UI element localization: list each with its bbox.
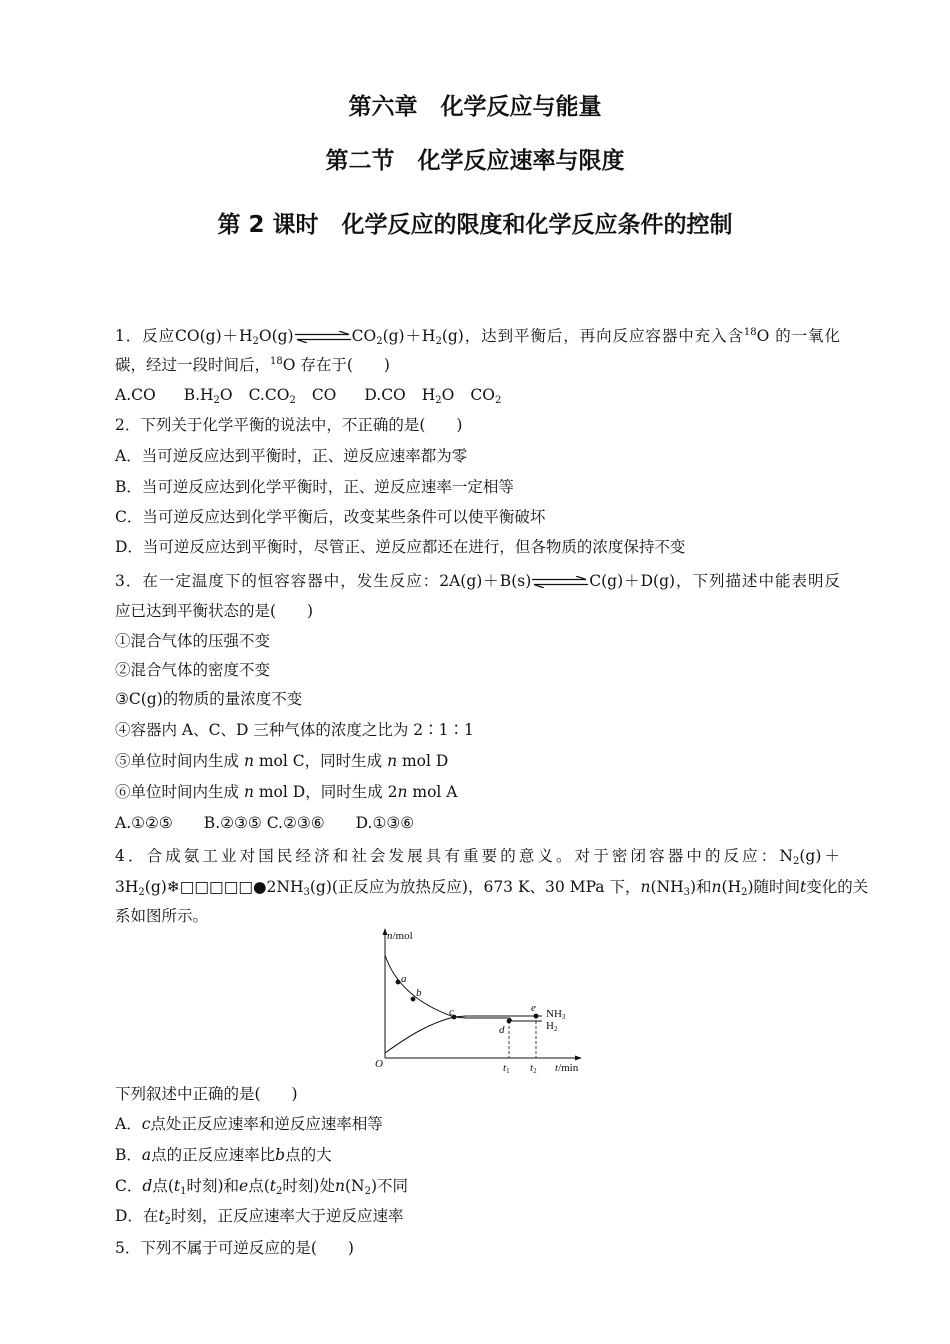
- point-a: [396, 980, 401, 985]
- label-c: c: [449, 1006, 454, 1018]
- x-axis-arrow-icon: [575, 1056, 582, 1061]
- equilibrium-arrow-icon: [532, 576, 588, 588]
- label-a: a: [401, 973, 407, 985]
- label-h2: H2: [546, 1020, 558, 1033]
- q1-line2: 碳，经过一段时间后，$^{18}$O 存在于( ): [115, 356, 390, 374]
- label-nh3: NH3: [546, 1008, 566, 1021]
- q2-stem: 2．下列关于化学平衡的说法中，不正确的是( ): [115, 416, 463, 434]
- chapter-title: 第六章 化学反应与能量: [348, 94, 602, 120]
- q4-stem: 下列叙述中正确的是( ): [115, 1085, 298, 1103]
- q4-option-d: D．在$t_2$时刻，正反应速率大于逆反应速率: [115, 1207, 404, 1227]
- q1-line1: 1．反应$CO(g)+H_2O(g)$ $CO_2(g)+H_2(g)$，达到平衡后，再向反应容器中充入含$^{18}$O 的一氧化: [115, 327, 840, 347]
- label-t2: t2: [530, 1062, 537, 1075]
- q2-option-b: B．当可逆反应达到化学平衡时，正、逆反应速率一定相等: [115, 478, 514, 496]
- nh3-h2-time-graph: [370, 925, 600, 1075]
- q3-item-2: ②混合气体的密度不变: [115, 661, 271, 679]
- q1-options: A.CO $B.H_2O$ $C.CO_2$ CO D.CO $H_2O$ $CO_2$: [115, 386, 502, 406]
- nh3-curve: [385, 1016, 542, 1053]
- section-title: 第二节 化学反应速率与限度: [325, 148, 625, 174]
- q3-options: A.①②⑤ B.②③⑤ C.②③⑥ D.①③⑥: [115, 814, 415, 832]
- q4-option-c: C．d点($t_1$时刻)和e点($t_2$时刻)处$n(N_2)$不同: [115, 1177, 409, 1197]
- q2-option-a: A．当可逆反应达到平衡时，正、逆反应速率都为零: [115, 447, 468, 465]
- q3-item-3: ③C(g)的物质的量浓度不变: [115, 690, 303, 708]
- q2-option-d: D．当可逆反应达到平衡时，尽管正、逆反应都还在进行，但各物质的浓度保持不变: [115, 538, 686, 556]
- point-d: [507, 1019, 512, 1024]
- label-b: b: [416, 987, 422, 999]
- q3-item-5: ⑤单位时间内生成 n mol C，同时生成 n mol D: [115, 752, 449, 770]
- q4-option-a: A．c点处正反应速率和逆反应速率相等: [115, 1115, 383, 1133]
- label-t1: t1: [503, 1062, 510, 1075]
- point-e: [534, 1014, 539, 1019]
- q3-item-6: ⑥单位时间内生成 n mol D，同时生成 2n mol A: [115, 783, 458, 801]
- q4-line2: $3H_2(g)❄□□□□□●2NH_3(g)$(正反应为放热反应)，673 K、30 MPa 下，$n(NH_3)$和$n(H_2)$随时间t变化的关: [115, 878, 869, 898]
- label-e: e: [531, 1002, 536, 1014]
- y-axis-label: n/mol: [387, 930, 413, 942]
- q3-item-1: ①混合气体的压强不变: [115, 632, 271, 650]
- point-b: [411, 997, 416, 1002]
- h2-curve: [385, 955, 542, 1021]
- lesson-title: 第 2 课时 化学反应的限度和化学反应条件的控制: [217, 212, 733, 238]
- origin-label: O: [375, 1058, 383, 1070]
- q3-stem-line2: 应已达到平衡状态的是( ): [115, 602, 314, 620]
- q4-option-b: B．a点的正反应速率比b点的大: [115, 1146, 332, 1164]
- x-axis-label: t/min: [555, 1062, 579, 1074]
- q4-line3: 系如图所示。: [115, 907, 209, 925]
- q3-item-4: ④容器内 A、C、D 三种气体的浓度之比为 2∶1∶1: [115, 721, 474, 739]
- q2-option-c: C．当可逆反应达到化学平衡后，改变某些条件可以使平衡破坏: [115, 508, 546, 526]
- label-d: d: [499, 1024, 505, 1036]
- q3-stem-line1: 3．在一定温度下的恒容容器中，发生反应：2A(g)＋B(s) C(g)＋D(g)，下列描述中能表明反: [115, 572, 840, 590]
- q4-line1: 4．合成氨工业对国民经济和社会发展具有重要的意义。对于密闭容器中的反应：$N_2(g)+$: [115, 847, 840, 867]
- equilibrium-arrow-icon: [295, 331, 351, 343]
- q5-stem: 5．下列不属于可逆反应的是( ): [115, 1239, 354, 1257]
